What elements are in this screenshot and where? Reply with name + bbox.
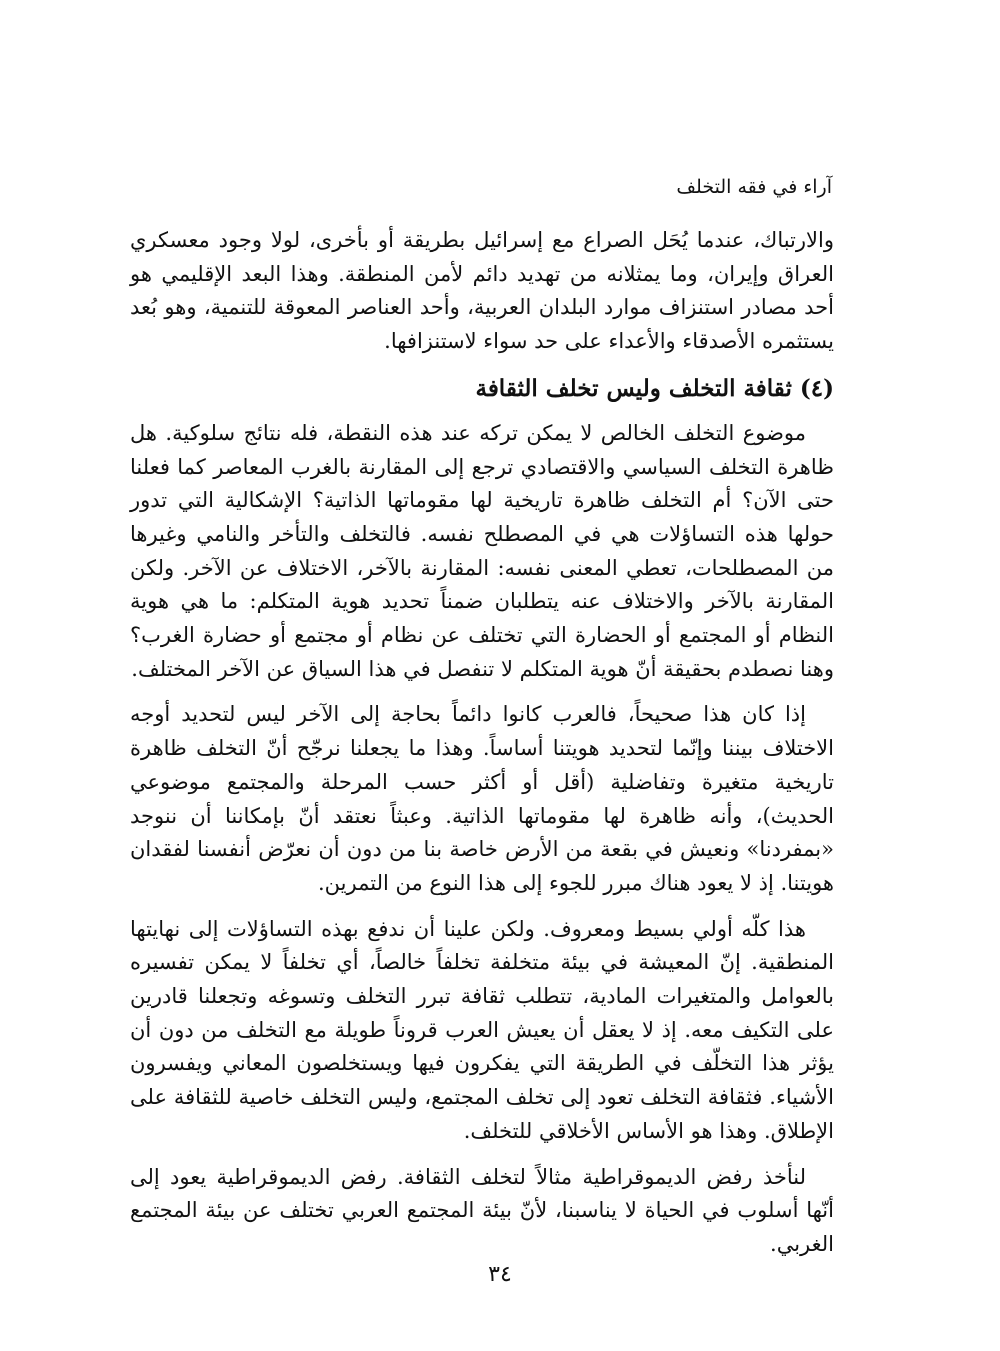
- paragraph: إذا كان هذا صحيحاً، فالعرب كانوا دائماً بحاجة إلى الآخر ليس لتحديد أوجه الاختلاف بيننا وإنّما لتحديد هويتنا أساساً. وهذا ما يجعلنا نرجّح أنّ التخلف ظاهرة تاريخية متغيرة وتفاضلية (أقل أو أكثر حسب المرحلة والمجتمع موضوعي الحديث)، وأنه ظاهرة لها مقوماتها الذاتية. وعبثاً نعتقد أنّ بإمكاننا أن ننوجد «بمفردنا» ونعيش في بقعة من الأرض خاصة بنا من دون أن نعرّض أنفسنا لفقدان هويتنا. إذ لا يعود هناك مبرر للجوء إلى هذا النوع من التمرين.: [130, 702, 834, 895]
- paragraph: موضوع التخلف الخالص لا يمكن تركه عند هذه النقطة، فله نتائج سلوكية. هل ظاهرة التخلف السياسي والاقتصادي ترجع إلى المقارنة بالغرب المعاصر كما فعلنا حتى الآن؟ أم التخلف ظاهرة تاريخية لها مقوماتها الذاتية؟ الإشكالية التي تدور حولها هذه التساؤلات هي في المصطلح نفسه. فالتخلف والتأخر والنامي وغيرها من المصطلحات، تعطي المعنى نفسه: المقارنة بالآخر، الاختلاف عن الآخر. ولكن المقارنة بالآخر والاختلاف عنه يتطلبان ضمناً تحديد هوية المتكلم: ما هي هوية النظام أو المجتمع أو الحضارة التي تختلف عن نظام أو مجتمع أو حضارة الغرب؟ وهنا نصطدم بحقيقة أنّ هوية المتكلم لا تنفصل في هذا السياق عن الآخر المختلف.: [130, 420, 835, 681]
- page-number: ٣٤: [488, 1262, 512, 1287]
- section-heading: (٤) ثقافة التخلف وليس تخلف الثقافة: [475, 374, 834, 402]
- paragraph: لنأخذ رفض الديموقراطية مثالاً لتخلف الثقافة. رفض الديموقراطية يعود إلى أنّها أسلوب في الحياة لا يناسبنا، لأنّ بيئة المجتمع العربي تختلف عن بيئة المجتمع الغربي.: [130, 1164, 834, 1256]
- paragraph: هذا كلّه أولي بسيط ومعروف. ولكن علينا أن ندفع بهذه التساؤلات إلى نهايتها المنطقية. إنّ المعيشة في بيئة متخلفة تخلفاً خالصاً، أي تخلفاً لا يمكن تفسيره بالعوامل والمتغيرات المادية، تتطلب ثقافة تبرر التخلف وتسوغه وتجعلنا قادرين على التكيف معه. إذ لا يعقل أن يعيش العرب قروناً طويلة مع التخلف من دون أن يؤثر هذا التخلّف في الطريقة التي يفكرون فيها ويستخلصون المعاني ويفسرون الأشياء. فثقافة التخلف تعود إلى تخلف المجتمع، وليس التخلف خاصية للثقافة على الإطلاق. وهذا هو الأساس الأخلاقي للتخلف.: [130, 916, 834, 1143]
- body-text: [130, 224, 834, 1274]
- paragraph: والارتباك، عندما يُحَل الصراع مع إسرائيل بطريقة أو بأخرى، لولا وجود معسكري العراق وإيران، وما يمثلانه من تهديد دائم لأمن المنطقة. وهذا البعد الإقليمي هو أحد مصادر استنزاف موارد البلدان العربية، وأحد العناصر المعوقة للتنمية، وهو بُعد يستثمره الأصدقاء والأعداء على حد سواء لاستنزافها.: [130, 228, 834, 354]
- running-head: آراء في فقه التخلف: [676, 176, 832, 198]
